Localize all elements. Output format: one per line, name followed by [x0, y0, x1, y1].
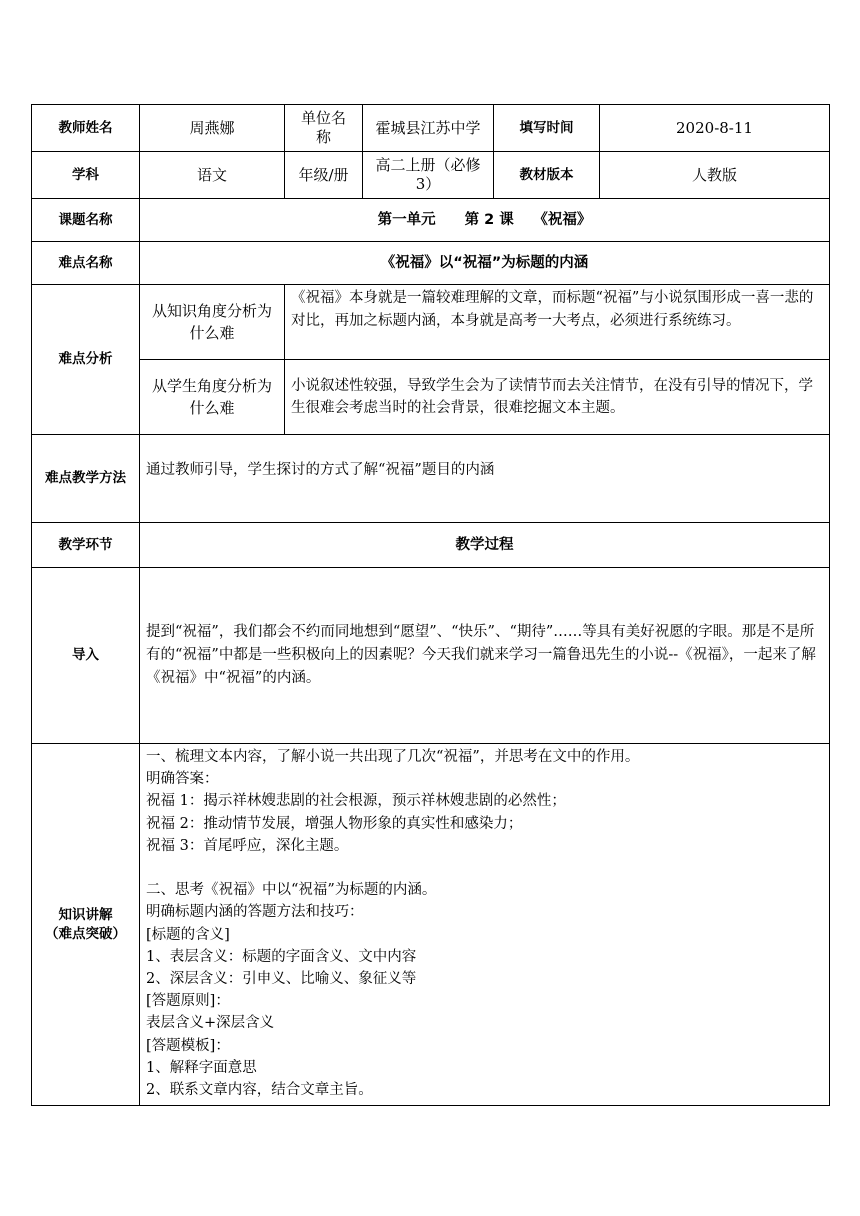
- analysis-label: 难点分析: [32, 285, 140, 435]
- intro-row: [32, 568, 830, 744]
- edition-label: 教材版本: [494, 152, 600, 199]
- knowledge-line: 2、深层含义：引申义、比喻义、象征义等: [146, 971, 417, 988]
- fill-date-label: 填写时间: [494, 105, 600, 152]
- teacher-name-value: 周燕娜: [140, 105, 285, 152]
- knowledge-row: [32, 744, 830, 1106]
- process-label: 教学过程: [140, 523, 830, 568]
- subject-label: 学科: [32, 152, 140, 199]
- knowledge-line: 2、联系文章内容，结合文章主旨。: [146, 1082, 373, 1099]
- knowledge-line: 祝福 2：推动情节发展，增强人物形象的真实性和感染力；: [146, 815, 523, 832]
- knowledge-label-line1: 知识讲解: [58, 906, 113, 923]
- knowledge-line: 1、解释字面意思: [146, 1059, 257, 1076]
- difficulty-value: 《祝福》以“祝福”为标题的内涵: [140, 242, 830, 285]
- knowledge-line: [标题的含义]: [146, 926, 230, 943]
- student-angle-text: 小说叙述性较强，导致学生会为了读情节而去关注情节，在没有引导的情况下，学生很难会考虑当时的社会背景，很难挖掘文本主题。: [285, 360, 830, 435]
- knowledge-line: 1、表层含义：标题的字面含义、文中内容: [146, 948, 417, 965]
- method-label: 难点教学方法: [32, 435, 140, 523]
- lesson-value: 第一单元 第 2 课 《祝福》: [140, 199, 830, 242]
- unit-name-label: 单位名称: [285, 105, 363, 152]
- grade-value: 高二上册（必修3）: [363, 152, 494, 199]
- analysis-student-row: [32, 360, 830, 435]
- teacher-row: [32, 105, 830, 152]
- intro-text: 提到“祝福”，我们都会不约而同地想到“愿望”、“快乐”、“期待”……等具有美好祝愿的字眼。那是不是所有的“祝福”中都是一些积极向上的因素呢？今天我们就来学习一篇鲁迅先生的小说--《祝福》，一起来了解《祝福》中“祝福”的内涵。: [140, 568, 830, 744]
- knowledge-line: 祝福 1：揭示祥林嫂悲剧的社会根源，预示祥林嫂悲剧的必然性；: [146, 793, 566, 810]
- knowledge-angle-label: 从知识角度分析为什么难: [140, 285, 285, 360]
- intro-label: 导入: [32, 568, 140, 744]
- knowledge-line: 明确标题内涵的答题方法和技巧：: [146, 904, 364, 921]
- difficulty-row: [32, 242, 830, 285]
- method-row: [32, 435, 830, 523]
- knowledge-line: 二、思考《祝福》中以“祝福”为标题的内涵。: [146, 882, 437, 899]
- knowledge-label-line2: （难点突破）: [45, 925, 126, 942]
- lesson-row: [32, 199, 830, 242]
- knowledge-line: [答题原则]：: [146, 993, 230, 1010]
- knowledge-line: 明确答案：: [146, 771, 219, 788]
- fill-date-value: 2020-8-11: [600, 105, 830, 152]
- subject-value: 语文: [140, 152, 285, 199]
- difficulty-label: 难点名称: [32, 242, 140, 285]
- process-header-row: [32, 523, 830, 568]
- grade-label: 年级/册: [285, 152, 363, 199]
- subject-row: [32, 152, 830, 199]
- analysis-knowledge-row: [32, 285, 830, 360]
- process-stage-label: 教学环节: [32, 523, 140, 568]
- knowledge-line: 表层含义+深层含义: [146, 1015, 275, 1032]
- knowledge-angle-text: 《祝福》本身就是一篇较难理解的文章，而标题“祝福”与小说氛围形成一喜一悲的对比，再加之标题内涵，本身就是高考一大考点，必须进行系统练习。: [285, 285, 830, 360]
- knowledge-label: [32, 744, 140, 1106]
- lesson-plan-table: [31, 104, 830, 1106]
- edition-value: 人教版: [600, 152, 830, 199]
- knowledge-line: 一、梳理文本内容，了解小说一共出现了几次“祝福”，并思考在文中的作用。: [146, 749, 640, 765]
- knowledge-line: [146, 857, 823, 879]
- method-text: 通过教师引导，学生探讨的方式了解“祝福”题目的内涵: [140, 435, 830, 523]
- knowledge-line: 祝福 3：首尾呼应，深化主题。: [146, 837, 349, 854]
- unit-name-value: 霍城县江苏中学: [363, 105, 494, 152]
- knowledge-content: [140, 744, 830, 1106]
- knowledge-line: [答题模板]：: [146, 1037, 230, 1054]
- lesson-label: 课题名称: [32, 199, 140, 242]
- student-angle-label: 从学生角度分析为什么难: [140, 360, 285, 435]
- teacher-name-label: 教师姓名: [32, 105, 140, 152]
